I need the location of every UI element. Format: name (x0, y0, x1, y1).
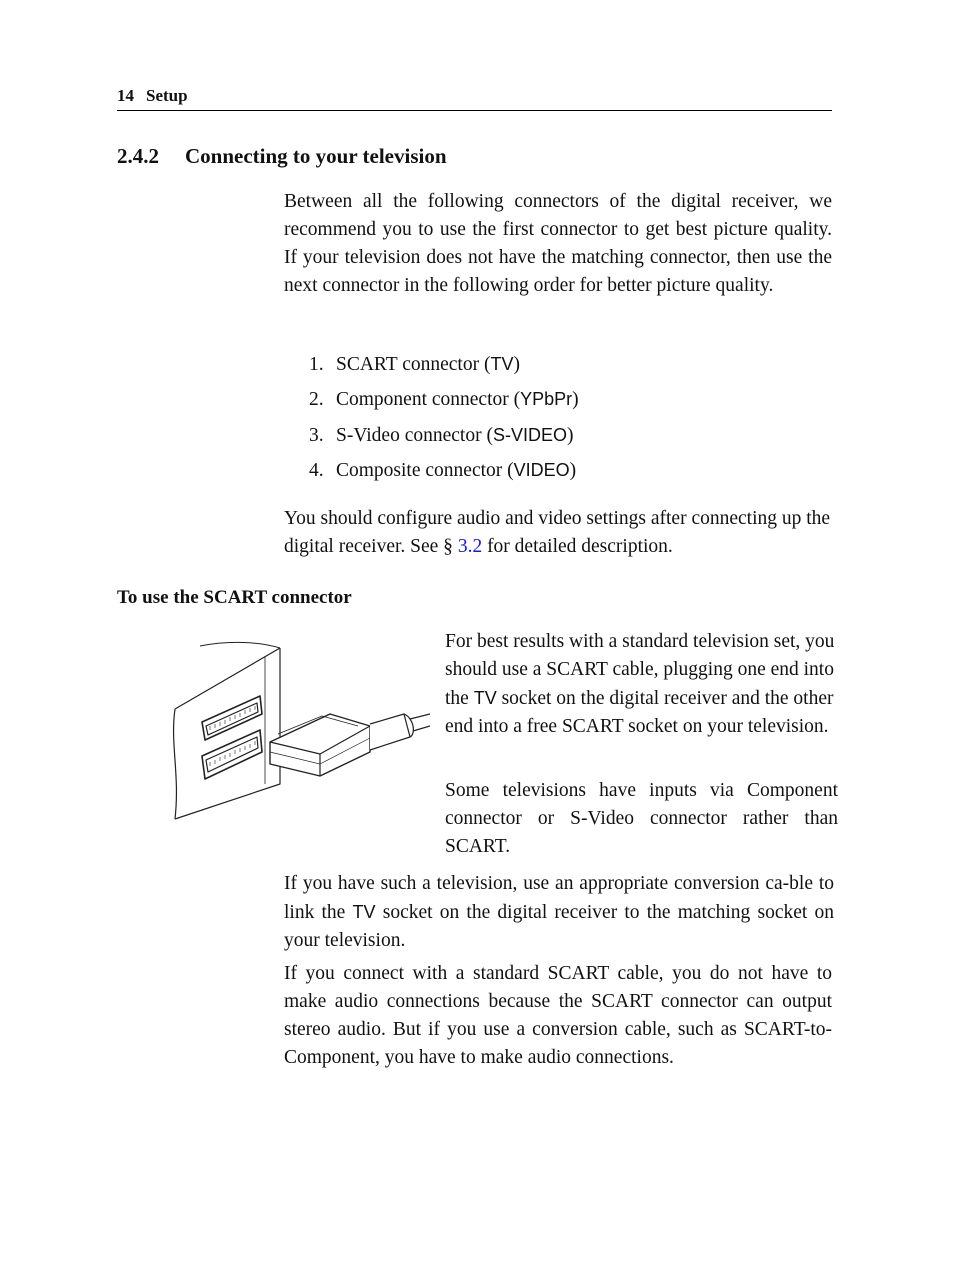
subsection-heading: To use the SCART connector (117, 587, 352, 608)
section-number: 2.4.2 (117, 144, 159, 168)
intro-paragraph: Between all the following connectors of the digital receiver, we recommend you to use the first connector to get best picture quality. If your television does not have the matching connector, then use the next connector in the following order for better picture quality. (284, 191, 832, 296)
scart-paragraph-4: If you connect with a standard SCART cable, you do not have to make audio connections because the SCART connector can output stereo audio. But if you use a conversion cable, such as SCART-to-Component, you have to make audio connections. (284, 963, 832, 1068)
connector-label: TV (352, 902, 376, 922)
section-heading (117, 144, 447, 169)
section-title: Connecting to your television (185, 144, 447, 168)
list-item: 4. Composite connector (VIDEO) (309, 459, 577, 481)
list-item: 2. Component connector (YPbPr) (309, 389, 579, 411)
connector-label: TV (490, 354, 514, 374)
page-number: 14 (117, 86, 134, 105)
connector-list (309, 348, 579, 489)
connector-label: S-VIDEO (492, 424, 567, 445)
connector-label: VIDEO (513, 459, 570, 480)
running-header (117, 86, 832, 111)
config-paragraph: You should configure audio and video settings after connecting up the digital receiver. See § 3.2 for detailed description. (284, 508, 831, 557)
scart-paragraph-3: If you have such a television, use an appropriate conversion ca-ble to link the TV socket on the digital receiver to the matching socket on your television. (284, 873, 834, 951)
chapter-name: Setup (146, 86, 188, 105)
list-item: 3. S-Video connector (S-VIDEO) (309, 424, 574, 446)
scart-paragraph-1: For best results with a standard television set, you should use a SCART cable, plugging one end into the TV socket on the digital receiver and the other end into a free SCART socket on your television. (445, 631, 835, 737)
scart-connector-illustration (170, 634, 430, 824)
list-item: 1. SCART connector (TV) (309, 354, 520, 375)
section-reference-link[interactable]: 3.2 (457, 536, 483, 557)
scart-paragraph-2: Some televisions have inputs via Component connector or S-Video connector rather than SCART. (445, 780, 838, 857)
connector-label: YPbPr (520, 389, 573, 410)
connector-label: TV (473, 688, 497, 708)
